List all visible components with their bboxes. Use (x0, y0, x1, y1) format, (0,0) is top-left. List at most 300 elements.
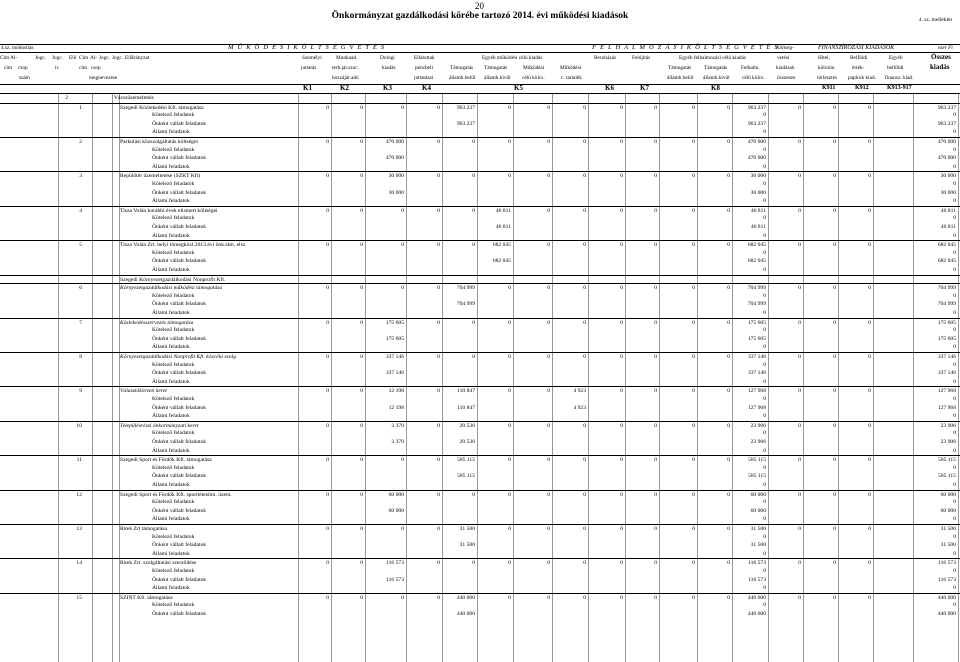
value-cell: 0 (583, 104, 586, 111)
subrow-label: Kötelező feladatok (152, 146, 195, 153)
value-cell: 0 (868, 285, 871, 292)
value-cell: 175 605 (385, 319, 404, 326)
value-cell: 585 115 (457, 473, 475, 480)
h-kolcson: kölcsön (818, 65, 835, 71)
subrow-allami (0, 266, 960, 275)
value-cell: 0 (833, 526, 836, 532)
value-cell: 585 115 (748, 457, 766, 464)
value-cell: 0 (868, 207, 871, 214)
value-cell-total: 0 (953, 430, 956, 437)
value-cell: 0 (360, 285, 363, 292)
subrow-label: Állami feladatok (152, 550, 190, 557)
value-cell: 0 (360, 139, 363, 145)
value-cell: 0 (692, 526, 695, 532)
row-name: SZINT Kft. támogatása (120, 594, 173, 601)
value-cell: 110 847 (457, 388, 475, 395)
h-iranyzat: Irányzat (132, 55, 150, 61)
modification-label: 4.sz. módosítás (1, 45, 34, 51)
value-cell: 0 (620, 422, 623, 429)
h-mukod2: Működési (560, 65, 582, 71)
value-cell: 0 (727, 242, 730, 249)
value-cell: 0 (437, 457, 440, 464)
value-cell: 337 146 (747, 354, 766, 360)
value-cell: 0 (868, 457, 871, 464)
value-cell: 0 (326, 354, 329, 360)
value-cell: 0 (472, 242, 475, 249)
value-cell-total: 0 (953, 378, 956, 385)
row-name: Településrészi önkormányzati keret (120, 422, 199, 429)
h-tam1: Támogatás (450, 65, 474, 71)
subrow-label: Önként vállalt feladatok (152, 224, 207, 230)
value-cell: 337 146 (937, 354, 956, 360)
h-torlesztes: törlesztés (817, 75, 838, 81)
value-cell: 31 500 (459, 526, 475, 532)
value-cell: 0 (833, 594, 836, 601)
value-cell-total: 31 500 (940, 542, 956, 549)
value-cell: 0 (508, 526, 511, 532)
value-cell: 0 (833, 104, 836, 111)
value-cell-sum: 127 968 (747, 404, 766, 411)
value-cell: 0 (798, 422, 801, 429)
value-cell: 0 (360, 526, 363, 532)
subrow-label: Kötelező feladatok (152, 249, 195, 256)
subrow-label: Önként vállalt feladatok (152, 155, 207, 162)
value-cell: 0 (360, 422, 363, 429)
value-cell: 0 (508, 560, 511, 567)
value-cell-sum: 0 (763, 146, 766, 153)
row-number: 9 (79, 388, 82, 395)
value-cell: 0 (692, 242, 695, 249)
row-number: 2 (79, 139, 82, 145)
value-cell: 0 (401, 457, 404, 464)
value-cell: 0 (360, 457, 363, 464)
value-cell: 0 (798, 139, 801, 145)
value-cell-total: 0 (953, 267, 956, 273)
subrow-kotelezo (0, 498, 960, 507)
row-number: 11 (76, 457, 82, 464)
value-cell: 0 (326, 594, 329, 601)
row-number: 12 (76, 491, 82, 498)
value-cell-sum: 0 (763, 344, 766, 351)
value-cell: 116 573 (386, 576, 404, 583)
value-cell: 0 (620, 173, 623, 180)
value-cell: 337 146 (385, 354, 404, 360)
value-cell: 0 (620, 457, 623, 464)
value-cell: 31 500 (940, 526, 956, 532)
code-k912: K912 (855, 85, 869, 91)
value-cell: 0 (547, 354, 550, 360)
h-terh: terh.jár.szoc. (332, 65, 359, 71)
h-osszesen: összesen (777, 75, 796, 81)
row-number: 5 (79, 242, 82, 249)
value-cell: 0 (583, 173, 586, 180)
h-tartalek: c. tartalék (561, 75, 582, 81)
row-number: 7 (79, 319, 82, 326)
subrow-label: Kötelező feladatok (152, 430, 195, 437)
value-cell: 0 (360, 173, 363, 180)
h-kiadas: kiadás (382, 65, 396, 71)
value-cell-total: 0 (953, 550, 956, 557)
value-cell: 0 (727, 207, 730, 214)
code-k4: K4 (422, 84, 431, 92)
value-cell-sum: 440 000 (747, 611, 766, 617)
subrow-label: Állami feladatok (152, 129, 190, 136)
value-cell: 0 (727, 173, 730, 180)
value-cell-sum: 0 (763, 378, 766, 385)
value-cell: 0 (798, 560, 801, 567)
value-cell: 0 (437, 491, 440, 498)
value-cell: 0 (326, 526, 329, 532)
value-cell: 0 (360, 207, 363, 214)
value-cell: 0 (620, 139, 623, 145)
value-cell: 46 811 (940, 207, 956, 214)
subrow-kotelezo (0, 567, 960, 576)
value-cell: 0 (508, 422, 511, 429)
felhalmozasi-header: F E L H A L M O Z Á S I K Ö L T S É G V E T É S (592, 43, 779, 51)
value-cell: 0 (547, 207, 550, 214)
value-cell: 585 115 (457, 457, 475, 464)
value-cell: 0 (620, 354, 623, 360)
h-dologi: Dologi (380, 55, 395, 61)
h-elo: Elő (69, 55, 77, 61)
value-cell: 0 (833, 422, 836, 429)
value-cell-sum: 60 000 (750, 507, 766, 514)
value-cell: 0 (727, 354, 730, 360)
value-cell: 0 (692, 139, 695, 145)
value-cell: 0 (326, 139, 329, 145)
code-k2: K2 (340, 84, 349, 92)
h-egyeb: Egyéb (889, 55, 903, 61)
h-szam: szám (19, 75, 30, 81)
value-cell-sum: 0 (763, 602, 766, 609)
value-cell: 0 (547, 242, 550, 249)
value-cell: 0 (508, 491, 511, 498)
value-cell: 0 (547, 139, 550, 145)
row-name: Tisza Volán korábbi évek elismert költségei (120, 207, 218, 214)
h-allamh-belul2: államh.belül (667, 75, 694, 81)
value-cell: 0 (401, 285, 404, 292)
h-belfoldi2: belföldi (887, 65, 904, 71)
value-cell: 0 (692, 354, 695, 360)
value-cell-total: 0 (953, 112, 956, 119)
subrow-label: Kötelező feladatok (152, 568, 195, 574)
value-cell: 0 (437, 104, 440, 111)
value-cell: 0 (692, 173, 695, 180)
subrow-onkent (0, 576, 960, 585)
subrow-onkent (0, 507, 960, 516)
value-cell: 0 (692, 560, 695, 567)
subrow-label: Állami feladatok (152, 447, 190, 454)
value-cell: 127 968 (937, 388, 956, 395)
subrow-label: Önként vállalt feladatok (152, 542, 207, 549)
value-cell-sum: 0 (763, 267, 766, 273)
value-cell-total: 682 045 (937, 258, 956, 265)
value-cell-sum: 0 (763, 181, 766, 187)
subrow-label: Kötelező feladatok (152, 292, 195, 299)
value-cell: 0 (360, 491, 363, 498)
value-cell: 0 (868, 104, 871, 111)
value-cell: 0 (692, 422, 695, 429)
value-cell: 682 045 (492, 242, 511, 249)
h-cim-r3: cím (4, 65, 12, 71)
h-hozzajar: hozzájár.adó (332, 75, 359, 81)
value-cell: 470 000 (937, 139, 956, 145)
value-cell: 0 (654, 560, 657, 567)
value-cell: 46 811 (750, 207, 766, 214)
value-cell: 0 (654, 207, 657, 214)
row-name: Választókörzeti keret (120, 388, 167, 395)
value-cell: 0 (727, 491, 730, 498)
value-cell-total: 0 (953, 482, 956, 488)
value-cell-total: 116 573 (938, 576, 956, 583)
h-jogc2: Jogc. (52, 55, 64, 61)
row-number: 3 (79, 173, 82, 180)
value-cell: 0 (654, 388, 657, 395)
value-cell: 0 (727, 560, 730, 567)
value-cell: 30 000 (940, 173, 956, 180)
h-hitel: Hitel, (818, 55, 830, 61)
value-cell-sum: 0 (763, 198, 766, 205)
h-finansz: finansz. kiad. (885, 75, 914, 81)
value-cell: 0 (727, 139, 730, 145)
value-cell-total: 0 (953, 516, 956, 523)
subrow-kotelezo (0, 533, 960, 542)
value-cell-total: 0 (953, 568, 956, 574)
value-cell: 0 (437, 422, 440, 429)
value-cell: 0 (798, 319, 801, 326)
subrow-label: Kötelező feladatok (152, 602, 195, 609)
value-cell: 4 923 (573, 404, 586, 411)
subrow-kotelezo (0, 361, 960, 370)
value-cell: 0 (620, 207, 623, 214)
value-cell: 585 115 (938, 457, 956, 464)
subrow-kotelezo (0, 146, 960, 155)
row-name: Szegedi Környezetgazdálkodási Nonprofit Kft. (120, 276, 226, 283)
value-cell: 0 (326, 104, 329, 111)
subrow-label: Állami feladatok (152, 163, 190, 170)
value-cell-sum: 31 500 (750, 542, 766, 549)
value-cell: 0 (727, 319, 730, 326)
subrow-label: Önként vállalt feladatok (152, 404, 207, 411)
value-cell-sum: 175 605 (747, 335, 766, 342)
value-cell: 0 (692, 104, 695, 111)
subrow-allami (0, 163, 960, 172)
value-cell: 0 (326, 207, 329, 214)
subrow-allami (0, 515, 960, 524)
value-cell: 0 (833, 388, 836, 395)
value-cell-total: 0 (953, 361, 956, 368)
value-cell-sum: 0 (763, 585, 766, 592)
value-cell: 116 573 (386, 560, 404, 567)
value-cell: 0 (508, 319, 511, 326)
h-munkaad: Munkaad. (336, 55, 358, 61)
value-cell: 0 (868, 594, 871, 601)
row-name: Közlekedésszervezés támogatása (120, 319, 194, 326)
value-cell: 0 (620, 491, 623, 498)
h-juttatasai: juttatásai (414, 75, 434, 81)
value-cell: 682 045 (747, 242, 766, 249)
value-cell: 0 (547, 491, 550, 498)
code-k911: K911 (822, 85, 836, 91)
value-cell-total: 60 000 (940, 507, 956, 514)
subrow-label: Kötelező feladatok (152, 181, 195, 187)
value-cell: 0 (437, 285, 440, 292)
value-cell: 0 (583, 319, 586, 326)
value-cell: 0 (326, 422, 329, 429)
h-celu-kolcs: célú kölcs. (522, 75, 545, 81)
value-cell: 0 (692, 207, 695, 214)
value-cell-sum: 0 (763, 129, 766, 136)
value-cell: 0 (437, 560, 440, 567)
value-cell-total: 704 999 (937, 301, 956, 308)
h-tam2: Támogatás (484, 65, 508, 71)
value-cell: 0 (654, 139, 657, 145)
value-cell: 704 999 (456, 301, 475, 308)
value-cell-total: 470 000 (937, 155, 956, 162)
value-cell: 0 (620, 388, 623, 395)
value-cell: 0 (508, 139, 511, 145)
row-name: Ritek Zrt támogatása (120, 526, 167, 532)
subrow-allami (0, 232, 960, 241)
h-papirok: papírok kiad. (848, 75, 876, 81)
h-mukod1: Működési (523, 65, 545, 71)
value-cell-total: 0 (953, 585, 956, 592)
value-cell: 0 (326, 242, 329, 249)
value-cell: 0 (360, 388, 363, 395)
value-cell: 0 (583, 285, 586, 292)
value-cell: 175 605 (747, 319, 766, 326)
value-cell: 0 (326, 173, 329, 180)
h-juttatas: juttatás (301, 65, 317, 71)
value-cell: 0 (654, 422, 657, 429)
value-cell: 0 (868, 242, 871, 249)
value-cell-total: 0 (953, 232, 956, 239)
value-cell: 0 (798, 173, 801, 180)
value-cell: 0 (583, 422, 586, 429)
value-cell: 0 (654, 104, 657, 111)
value-cell: 0 (692, 388, 695, 395)
row-number: 1 (79, 104, 82, 111)
section-title: Városüzemeltetés (114, 95, 154, 101)
code-k7: K7 (640, 84, 649, 92)
value-cell: 0 (727, 457, 730, 464)
value-cell: 0 (326, 319, 329, 326)
value-cell: 30 000 (388, 173, 404, 180)
value-cell: 0 (833, 319, 836, 326)
subrow-label: Kötelező feladatok (152, 499, 195, 506)
subrow-label: Állami feladatok (152, 585, 190, 592)
value-cell: 0 (833, 173, 836, 180)
subrow-onkent (0, 472, 960, 481)
value-cell: 0 (833, 560, 836, 567)
value-cell: 0 (472, 319, 475, 326)
subrow-label: Állami feladatok (152, 232, 190, 239)
value-cell-total: 46 811 (940, 224, 956, 230)
value-cell-sum: 46 811 (750, 224, 766, 230)
subrow-kotelezo (0, 464, 960, 473)
value-cell: 175 605 (937, 319, 956, 326)
h-kiadas-total: kiadás (930, 63, 950, 71)
value-cell: 440 000 (937, 594, 956, 601)
value-cell: 0 (620, 319, 623, 326)
value-cell-sum: 0 (763, 232, 766, 239)
value-cell-sum: 0 (763, 396, 766, 402)
value-cell: 0 (360, 560, 363, 567)
row-number: 15 (76, 594, 82, 601)
value-cell-sum: 23 906 (750, 439, 766, 445)
h-jogc1: Jogc. (35, 55, 47, 61)
value-cell: 0 (437, 388, 440, 395)
h-jogc4: Jogc. (112, 55, 124, 61)
value-cell-total: 337 146 (937, 370, 956, 377)
finansz-header: FINANSZÍROZÁSI KIADÁSOK (818, 45, 895, 51)
subrow-label: Állami feladatok (152, 482, 190, 488)
value-cell-total: 0 (953, 163, 956, 170)
code-k913: K913-917 (887, 85, 912, 91)
value-cell: 60 000 (750, 491, 766, 498)
subrow-label: Kötelező feladatok (152, 361, 195, 368)
h-egyeb-mukodesi: Egyéb működési célú kiadás (482, 55, 543, 61)
value-cell-sum: 704 999 (747, 301, 766, 308)
page-title: Önkormányzat gazdálkodási körébe tartozó 2014. évi működési kiadások (331, 11, 629, 21)
subrow-onkent (0, 541, 960, 550)
value-cell: 0 (868, 560, 871, 567)
subrow-kotelezo (0, 429, 960, 438)
value-cell: 0 (326, 457, 329, 464)
value-cell-total: 0 (953, 327, 956, 334)
value-cell: 0 (472, 560, 475, 567)
value-cell: 0 (833, 285, 836, 292)
subrow-kotelezo (0, 395, 960, 404)
value-cell-sum: 0 (763, 430, 766, 437)
subrow-label: Önként vállalt feladatok (152, 370, 207, 377)
value-cell-sum: 470 000 (747, 155, 766, 162)
value-cell-sum: 0 (763, 310, 766, 316)
value-cell-total: 0 (953, 292, 956, 299)
subrow-allami (0, 584, 960, 593)
value-cell: 0 (583, 242, 586, 249)
code-k5: K5 (514, 84, 523, 92)
value-cell: 0 (401, 242, 404, 249)
value-cell: 0 (401, 207, 404, 214)
subrow-onkent (0, 189, 960, 198)
value-cell: 0 (654, 285, 657, 292)
value-cell: 127 968 (747, 388, 766, 395)
subrow-label: Állami feladatok (152, 516, 190, 523)
subrow-onkent (0, 438, 960, 447)
value-cell: 0 (360, 354, 363, 360)
row-name: Szegedi Sport és Fürdők Kft. támogatása (120, 457, 212, 464)
value-cell: 0 (326, 491, 329, 498)
subrow-label: Önként vállalt feladatok (152, 473, 207, 480)
value-cell-total: 0 (953, 396, 956, 402)
h-al: Al- (90, 55, 98, 61)
value-cell: 0 (508, 173, 511, 180)
code-k8: K8 (711, 84, 720, 92)
value-cell: 0 (868, 354, 871, 360)
value-cell: 0 (472, 207, 475, 214)
section-number: 2 (65, 95, 68, 101)
unit-label: ezer Ft (938, 45, 953, 51)
code-k6: K6 (605, 84, 614, 92)
value-cell: 0 (437, 319, 440, 326)
value-cell: 175 605 (385, 335, 404, 342)
value-cell: 0 (437, 354, 440, 360)
h-cim-r3b: cím (79, 65, 87, 71)
subrow-label: Önként vállalt feladatok (152, 189, 207, 196)
h-ellatottak: Ellátottak (414, 55, 435, 61)
value-cell: 0 (620, 242, 623, 249)
